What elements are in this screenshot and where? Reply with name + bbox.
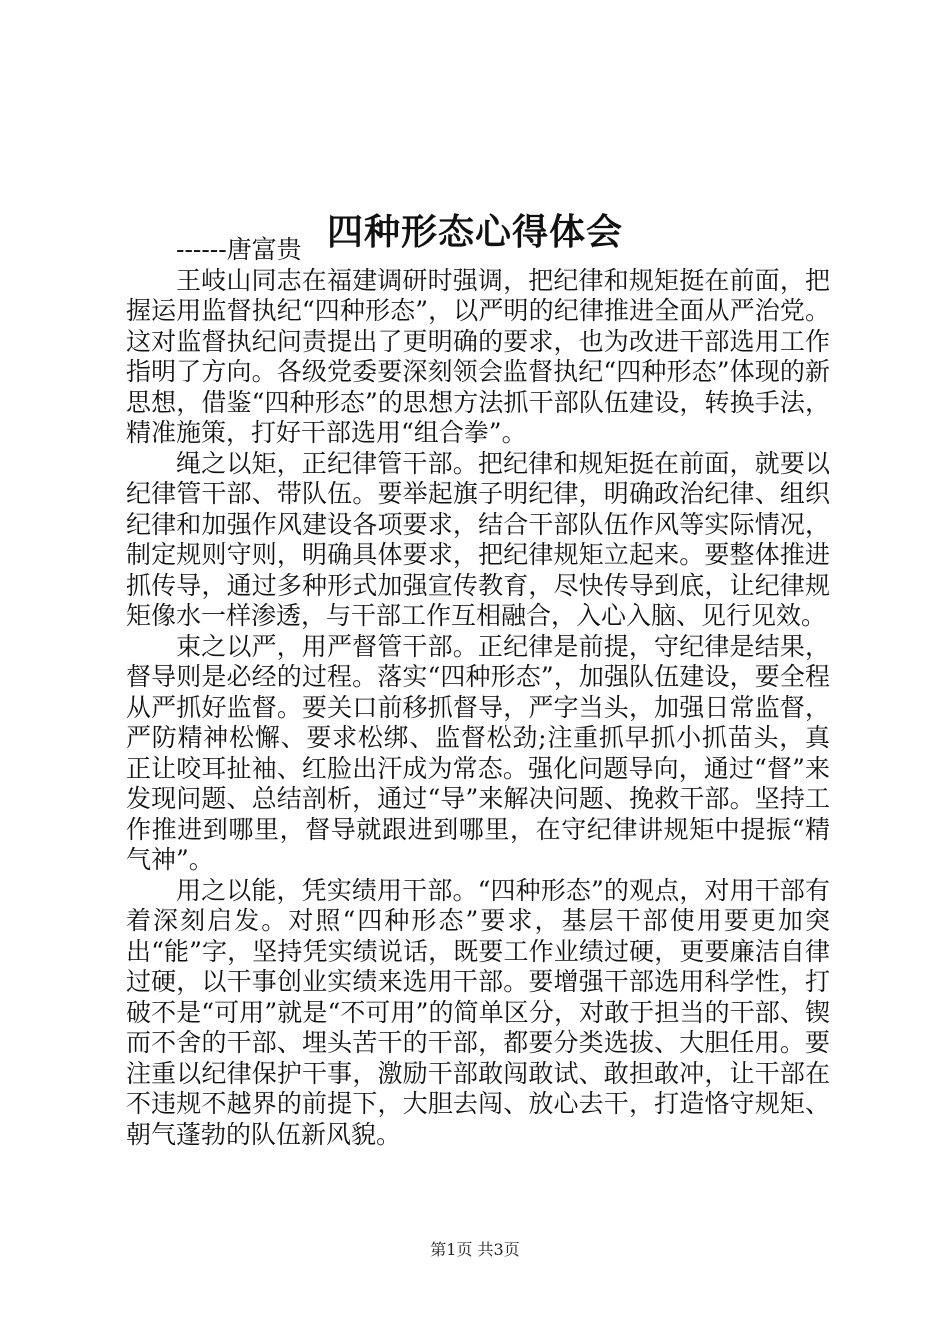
paragraph-discipline: 绳之以矩，正纪律管干部。把纪律和规矩挺在前面，就要以纪律管干部、带队伍。要举起旗子明纪律，明确政治纪律、组织纪律和加强作风建设各项要求，结合干部队伍作风等实际情况，制定规则守则，明确具体要求，把纪律规矩立起来。要整体推进抓传导，通过多种形式加强宣传教育，尽快传导到底，让纪律规矩像水一样渗透，与干部工作互相融合，入心入脑、见行见效。 — [126, 448, 830, 630]
document-body — [126, 235, 830, 1150]
paragraph-intro: 王岐山同志在福建调研时强调，把纪律和规矩挺在前面，把握运用监督执纪“四种形态”，以严明的纪律推进全面从严治党。这对监督执纪问责提出了更明确的要求，也为改进干部选用工作指明了方向。各级党委要深刻领会监督执纪“四种形态”体现的新思想，借鉴“四种形态”的思想方法抓干部队伍建设，转换手法，精准施策，打好干部选用“组合拳”。 — [126, 265, 830, 447]
page-number-footer: 第1页 共3页 — [430, 1240, 520, 1259]
paragraph-ability: 用之以能，凭实绩用干部。“四种形态”的观点，对用干部有着深刻启发。对照“四种形态”要求，基层干部使用要更加突出“能”字，坚持凭实绩说话，既要工作业绩过硬，更要廉洁自律过硬，以干事创业实绩来选用干部。要增强干部选用科学性，打破不是“可用”就是“不可用”的简单区分，对敢于担当的干部、锲而不舍的干部、埋头苦干的干部，都要分类选拔、大胆任用。要注重以纪律保护干事，激励干部敢闯敢试、敢担敢冲，让干部在不违规不越界的前提下，大胆去闯、放心去干，打造恪守规矩、朝气蓬勃的队伍新风貌。 — [126, 875, 830, 1149]
paragraph-supervision: 束之以严，用严督管干部。正纪律是前提，守纪律是结果，督导则是必经的过程。落实“四种形态”，加强队伍建设，要全程从严抓好监督。要关口前移抓督导，严字当头，加强日常监督，严防精神松懈、要求松绑、监督松劲;注重抓早抓小抓苗头，真正让咬耳扯袖、红脸出汗成为常态。强化问题导向，通过“督”来发现问题、总结剖析，通过“导”来解决问题、挽救干部。坚持工作推进到哪里，督导就跟进到哪里，在守纪律讲规矩中提振“精气神”。 — [126, 631, 830, 874]
author-line: ------唐富贵 — [176, 235, 302, 264]
document-title: 四种形态心得体会 — [326, 211, 623, 254]
